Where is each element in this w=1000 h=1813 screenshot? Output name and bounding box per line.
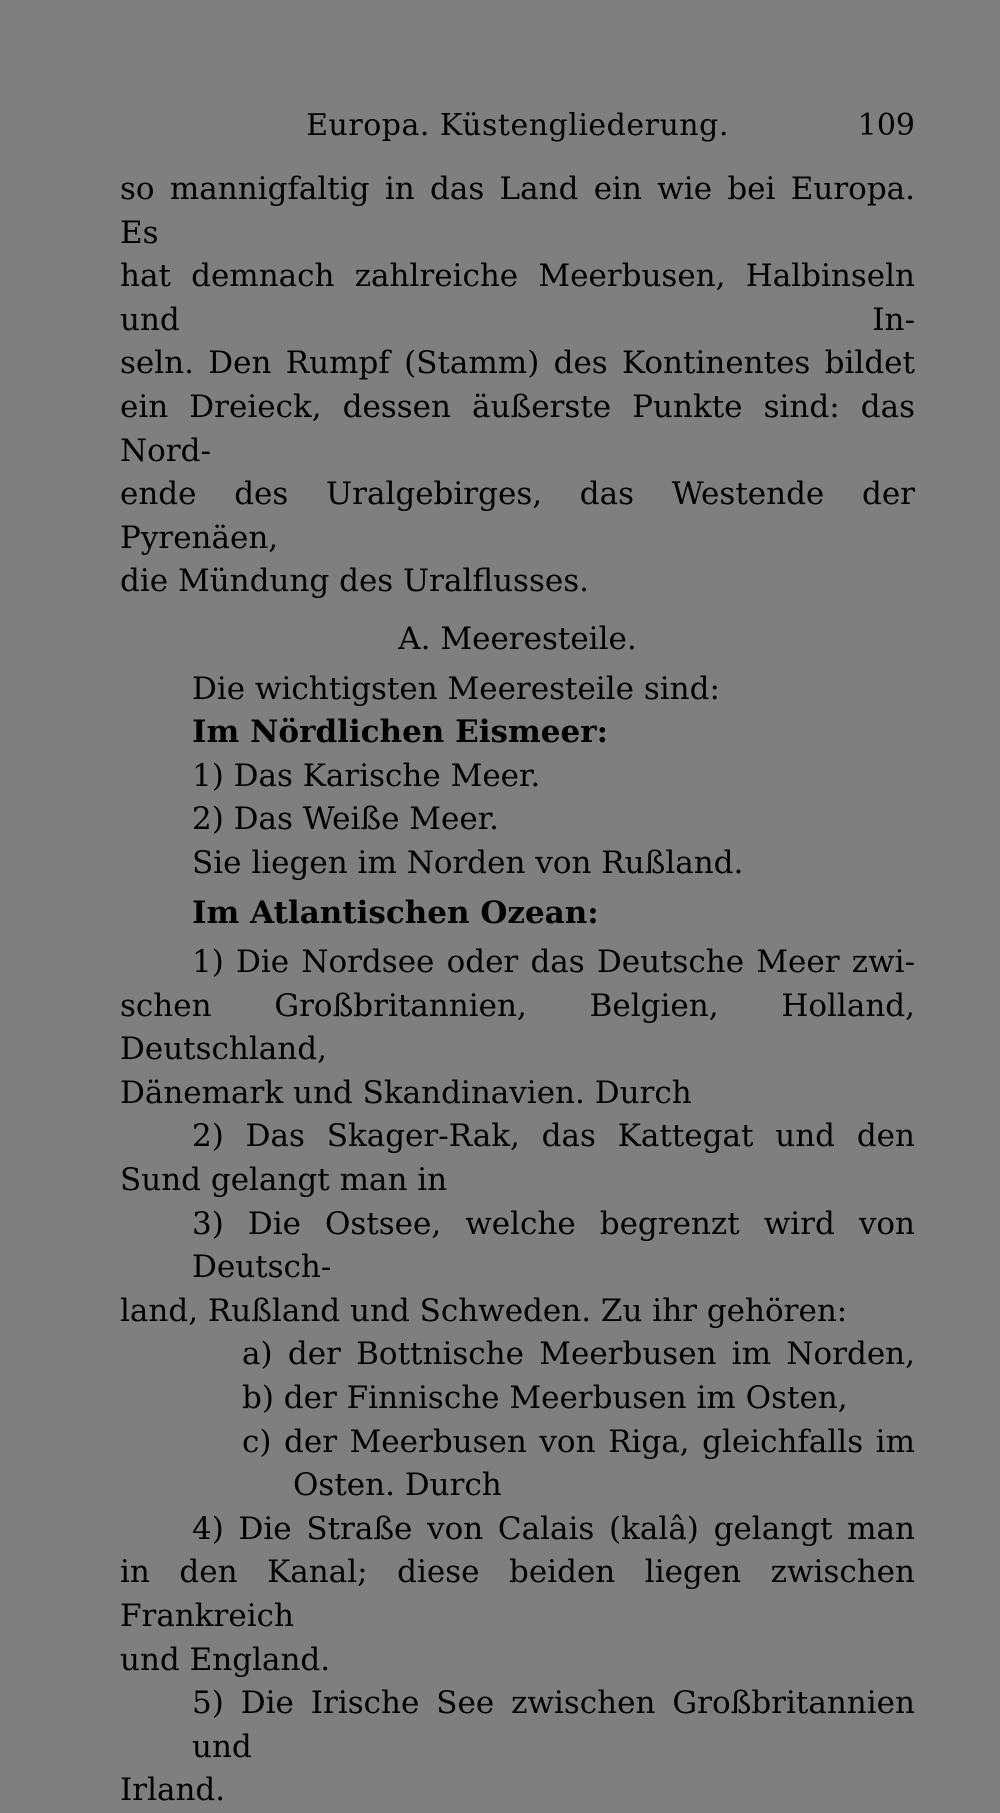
text-line: Osten. Durch: [293, 1467, 502, 1504]
running-title: Europa. Küstengliederung.: [306, 108, 729, 143]
list-item: 1) Die Nordsee oder das Deutsche Meer zwi-: [192, 944, 915, 981]
list-item: 2) Das Skager-Rak, das Kattegat und den: [192, 1118, 915, 1155]
text-line: ein Dreieck, dessen äußerste Punkte sind: das Nord-: [120, 388, 915, 469]
text-line: ende des Uralgebirges, das Westende der Pyrenäen,: [120, 476, 915, 556]
text-line: hat demnach zahlreiche Meerbusen, Halbinseln und In-: [120, 258, 915, 338]
list-item: 5) Die Irische See zwischen Großbritannien und: [192, 1685, 915, 1765]
text-line: in den Kanal; diese beiden liegen zwischen Frankreich: [120, 1554, 915, 1634]
list-item: 3) Die Ostsee, welche begrenzt wird von Deutsch-: [192, 1205, 915, 1286]
sublist-item: c) der Meerbusen von Riga, gleichfalls im: [242, 1423, 915, 1460]
text-line: die Mündung des Uralflusses.: [120, 563, 589, 600]
sublist-item: b) der Finnische Meerbusen im Osten,: [242, 1380, 848, 1417]
text-line: Dänemark und Skandinavien. Durch: [120, 1074, 692, 1111]
text-line: Irland.: [120, 1772, 226, 1809]
subheading-arctic: Im Nördlichen Eismeer:: [192, 714, 609, 751]
text-line: so mannigfaltig in das Land ein wie bei Europa. Es: [120, 171, 915, 251]
page-header: [120, 108, 915, 152]
page-number: 109: [857, 108, 915, 143]
text-line: Die wichtigsten Meeresteile sind:: [192, 670, 720, 707]
text-line: Sie liegen im Norden von Rußland.: [192, 844, 744, 881]
text-line: schen Großbritannien, Belgien, Holland, Deutschland,: [120, 987, 915, 1068]
text-line: und England.: [120, 1641, 331, 1678]
list-item: 2) Das Weiße Meer.: [192, 801, 499, 838]
text-line: Sund gelangt man in: [120, 1162, 448, 1199]
subheading-atlantic: Im Atlantischen Ozean:: [192, 894, 599, 931]
text-line: land, Rußland und Schweden. Zu ihr gehören:: [120, 1292, 848, 1329]
text-line: seln. Den Rumpf (Stamm) des Kontinentes bildet: [120, 345, 915, 382]
page-body: [120, 168, 915, 1813]
section-heading: A. Meeresteile.: [398, 620, 637, 657]
sublist-item: a) der Bottnische Meerbusen im Norden,: [242, 1336, 915, 1373]
list-item: 1) Das Karische Meer.: [192, 757, 541, 794]
list-item: 4) Die Straße von Calais (kalâ) gelangt man: [192, 1510, 915, 1547]
